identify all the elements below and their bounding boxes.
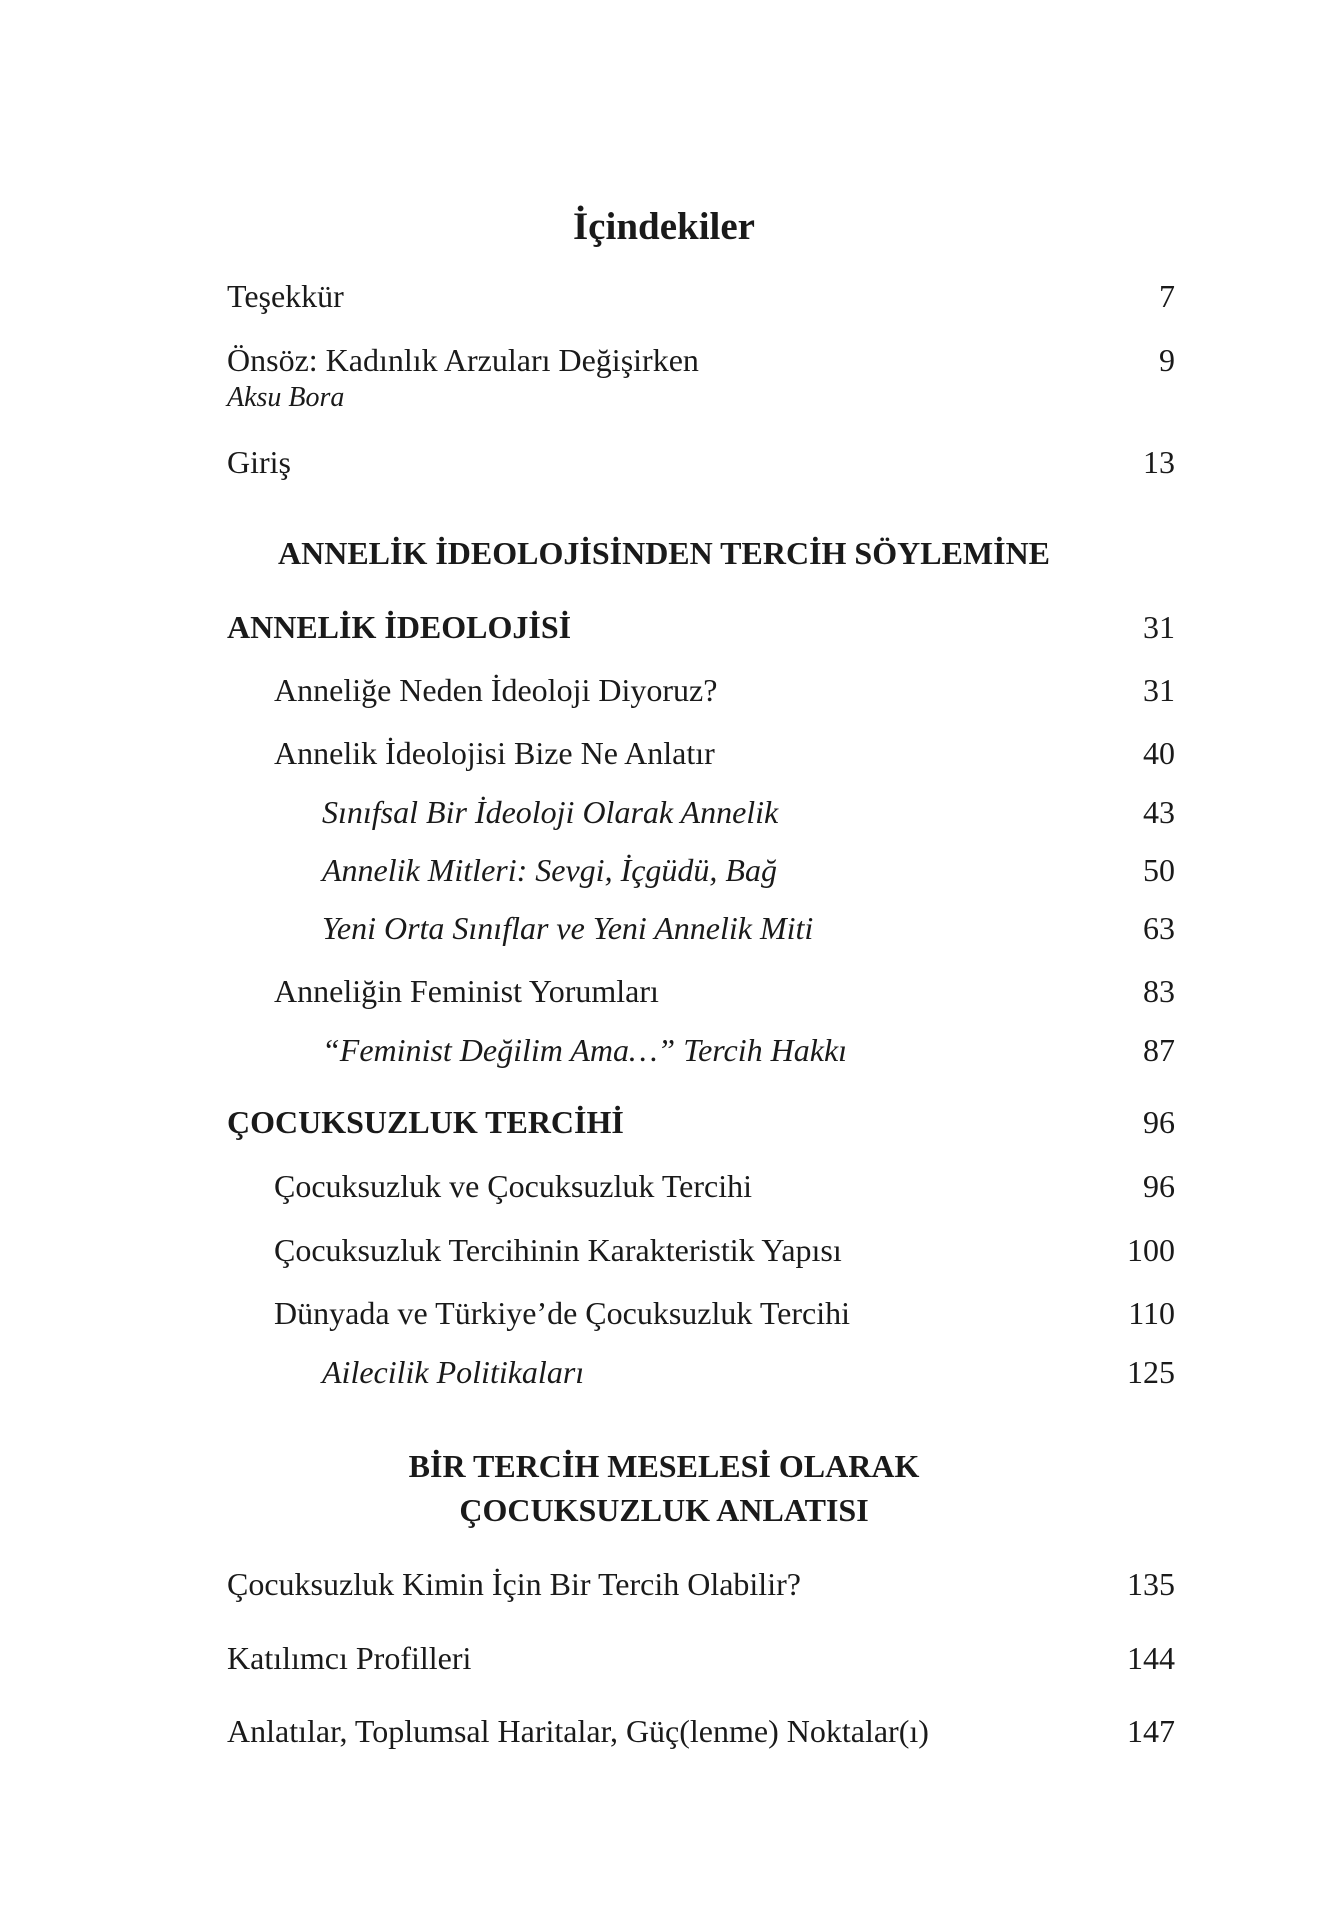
toc-entry-page: 9 [1159, 342, 1175, 378]
part-heading-2-line-1: BİR TERCİH MESELESİ OLARAK [408, 1448, 920, 1484]
toc-section[interactable] [0, 1291, 1328, 1335]
toc-entry-page: 43 [1143, 794, 1175, 830]
toc-section[interactable] [0, 668, 1328, 712]
toc-subsection[interactable] [0, 848, 1328, 892]
toc-entry-label: Giriş [227, 444, 291, 480]
toc-entry-label: Anneliğin Feminist Yorumları [274, 973, 659, 1009]
page-title: İçindekiler [573, 205, 755, 248]
toc-entry-page: 63 [1143, 910, 1175, 946]
toc-entry-label: Katılımcı Profilleri [227, 1640, 472, 1676]
toc-entry-page: 147 [1127, 1713, 1175, 1749]
toc-entry-label: Yeni Orta Sınıflar ve Yeni Annelik Miti [322, 910, 814, 946]
toc-entry[interactable] [0, 1709, 1328, 1753]
toc-section[interactable] [0, 969, 1328, 1013]
toc-subsection[interactable] [0, 790, 1328, 834]
toc-entry[interactable] [0, 1562, 1328, 1606]
toc-entry-page: 110 [1128, 1295, 1175, 1331]
toc-entry-label: Annelik İdeolojisi Bize Ne Anlatır [274, 735, 715, 771]
toc-entry-label: Çocuksuzluk Tercihinin Karakteristik Yapısı [274, 1232, 842, 1268]
toc-entry-page: 96 [1143, 1104, 1175, 1140]
toc-entry-label: Anlatılar, Toplumsal Haritalar, Güç(lenme) Noktalar(ı) [227, 1713, 929, 1749]
toc-entry-acknowledgements[interactable] [0, 274, 1328, 318]
toc-entry-label: Önsöz: Kadınlık Arzuları Değişirken [227, 342, 699, 378]
toc-section[interactable] [0, 1228, 1328, 1272]
toc-entry-page: 13 [1143, 444, 1175, 480]
toc-section[interactable] [0, 731, 1328, 775]
toc-entry-label: Sınıfsal Bir İdeoloji Olarak Annelik [322, 794, 779, 830]
toc-entry-page: 31 [1143, 609, 1175, 645]
toc-entry-introduction[interactable] [0, 440, 1328, 484]
toc-entry-page: 87 [1143, 1032, 1175, 1068]
toc-entry[interactable] [0, 1636, 1328, 1680]
toc-entry-label: Anneliğe Neden İdeoloji Diyoruz? [274, 672, 718, 708]
toc-subsection[interactable] [0, 1028, 1328, 1072]
toc-entry-label: ANNELİK İDEOLOJİSİ [227, 609, 572, 645]
toc-entry-label: Ailecilik Politikaları [322, 1354, 585, 1390]
toc-entry-label: Annelik Mitleri: Sevgi, İçgüdü, Bağ [322, 852, 777, 888]
toc-entry-page: 40 [1143, 735, 1175, 771]
toc-entry-page: 31 [1143, 672, 1175, 708]
toc-entry-page: 83 [1143, 973, 1175, 1009]
toc-entry-label: Çocuksuzluk Kimin İçin Bir Tercih Olabilir? [227, 1566, 801, 1602]
toc-entry-author: Aksu Bora [227, 382, 345, 413]
toc-chapter[interactable] [0, 605, 1328, 649]
toc-entry-label: ÇOCUKSUZLUK TERCİHİ [227, 1104, 624, 1140]
toc-subsection[interactable] [0, 906, 1328, 950]
toc-entry-label: Dünyada ve Türkiye’de Çocuksuzluk Tercihi [274, 1295, 850, 1331]
toc-entry-label: “Feminist Değilim Ama…” Tercih Hakkı [322, 1032, 848, 1068]
toc-entry-page: 7 [1159, 278, 1175, 314]
toc-subsection[interactable] [0, 1350, 1328, 1394]
toc-entry-label: Çocuksuzluk ve Çocuksuzluk Tercihi [274, 1168, 752, 1204]
toc-entry-page: 100 [1127, 1232, 1175, 1268]
toc-section[interactable] [0, 1164, 1328, 1208]
toc-entry-page: 50 [1143, 852, 1175, 888]
toc-entry-page: 96 [1143, 1168, 1175, 1204]
part-heading-1: ANNELİK İDEOLOJİSİNDEN TERCİH SÖYLEMİNE [277, 535, 1051, 571]
toc-entry-foreword[interactable] [0, 338, 1328, 382]
toc-chapter[interactable] [0, 1100, 1328, 1144]
toc-entry-page: 144 [1127, 1640, 1175, 1676]
toc-entry-page: 135 [1127, 1566, 1175, 1602]
toc-entry-page: 125 [1127, 1354, 1175, 1390]
toc-entry-label: Teşekkür [227, 278, 344, 314]
part-heading-2-line-2: ÇOCUKSUZLUK ANLATISI [459, 1492, 869, 1528]
